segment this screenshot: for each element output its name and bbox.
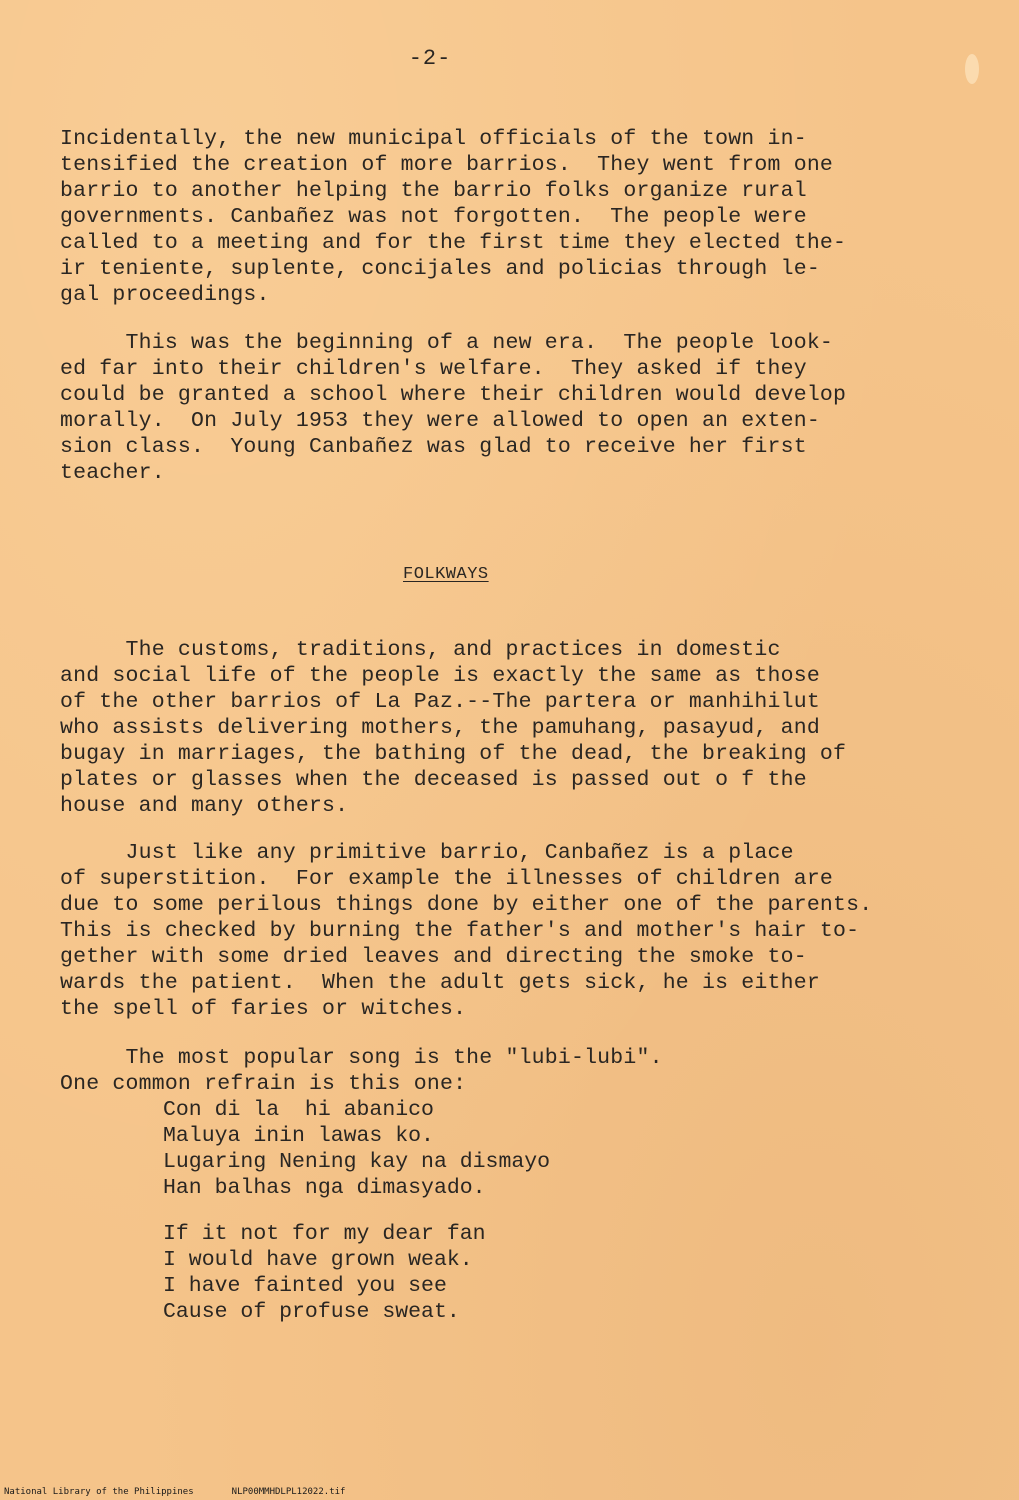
paragraph-customs: The customs, traditions, and practices in domestic and social life of the people is exactly the same as those of the other barrios of La Paz.--The partera or manhihilut who assists delivering mothers, the pamuhang, pasayud, and bugay in marriages, the bathing of the dead, the breaking of plates or glasses when the deceased is passed out o f the house and many others.	[60, 638, 847, 818]
song-verse-original: Con di la hi abanico Maluya inin lawas ko. Lugaring Nening kay na dismayo Han balhas nga dimasyado.	[163, 1098, 551, 1200]
footer-filename: NLP00MMHDLPL12022.tif	[231, 1487, 346, 1497]
paragraph-popular-song: The most popular song is the "lubi-lubi". One common refrain is this one:	[60, 1046, 663, 1096]
section-heading-folkways: FOLKWAYS	[403, 565, 489, 584]
footer-library: National Library of the Philippines	[4, 1487, 194, 1497]
song-verse-translation: If it not for my dear fan I would have grown weak. I have fainted you see Cause of profuse sweat.	[163, 1222, 486, 1324]
paragraph-new-era: This was the beginning of a new era. The people look- ed far into their children's welfare. They asked if they could be granted a school where their children would develop morally. On July 1953 they were allowed to open an exten- sion class. Young Canbañez was glad to receive her first teacher.	[60, 331, 847, 485]
scan-footer	[4, 1487, 383, 1497]
paper-blemish	[965, 54, 979, 84]
page-number: -2-	[408, 46, 452, 71]
paragraph-superstition: Just like any primitive barrio, Canbañez is a place of superstition. For example the illnesses of children are due to some perilous things done by either one of the parents. This is checked by burning the father's and mother's hair to- gether with some dried leaves and directing the smoke to- wards the patient. When the adult gets sick, he is either the spell of faries or witches.	[60, 841, 873, 1021]
paragraph-municipal-officials: Incidentally, the new municipal officials of the town in- tensified the creation of more barrios. They went from one barrio to another helping the barrio folks organize rural governments. Canbañez was not forgotten. The people were called to a meeting and for the first time they elected the- ir teniente, suplente, concijales and policias through le- gal proceedings.	[60, 127, 847, 307]
